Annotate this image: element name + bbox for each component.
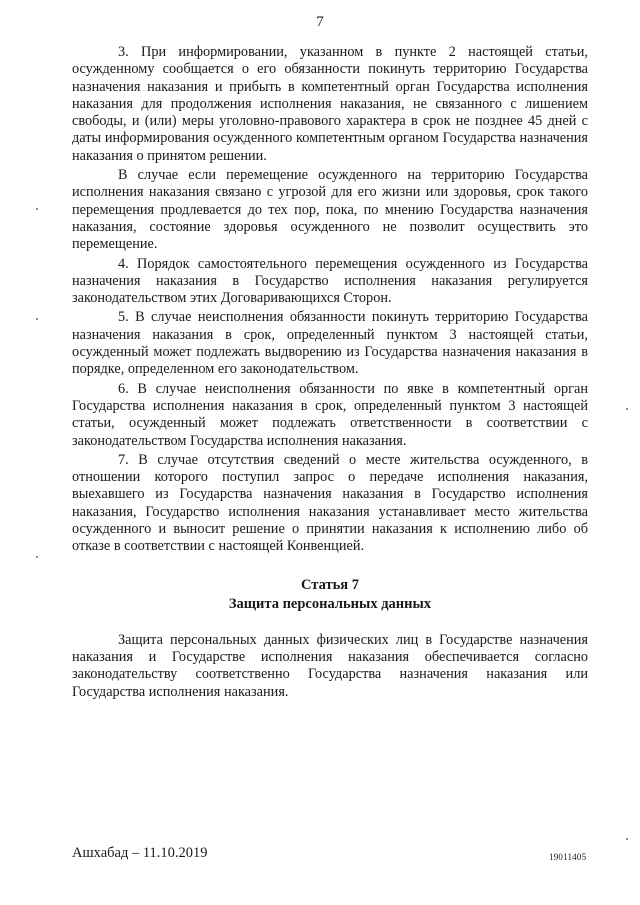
paragraph-clause-6: 6. В случае неисполнения обязанности по явке в компетентный орган Государства исполнения наказания в срок, определенный пунктом 3 настоящей статьи, осужденный может подлежать ответственности в соответствии с законодательством Государства исполнения наказания. xyxy=(72,380,588,449)
scan-speck xyxy=(36,556,38,558)
paragraph-clause-4: 4. Порядок самостоятельного перемещения осужденного из Государства назначения наказания в Государство исполнения наказания регулируется законодательством этих Договаривающихся Сторон. xyxy=(72,255,588,307)
page-number: 7 xyxy=(316,14,324,30)
scan-speck xyxy=(36,208,38,210)
paragraph-clause-3: 3. При информировании, указанном в пункте 2 настоящей статьи, осужденному сообщается о его обязанности покинуть территорию Государства назначения наказания и прибыть в компетентный орган Государства исполнения наказания для продолжения исполнения наказания, не связанного с лишением свободы, и (или) меры уголовно-правового характера в срок не позднее 45 дней с даты информирования осужденного компетентным органом Государства назначения наказания о принятом решении. xyxy=(72,44,588,164)
document-body xyxy=(72,44,588,703)
scan-speck xyxy=(626,408,628,410)
scan-speck xyxy=(626,838,628,840)
scan-speck xyxy=(36,318,38,320)
footer-place-date: Ашхабад – 11.10.2019 xyxy=(72,845,208,861)
article-number: Статья 7 xyxy=(301,576,359,593)
paragraph-clause-7: 7. В случае отсутствия сведений о месте жительства осужденного, в отношении которого поступил запрос о передаче исполнения наказания, выехавшего из Государства назначения наказания в Государство исполнения наказания, Государство исполнения наказания устанавливает место жительства осужденного и выносит решение о принятии наказания к исполнению либо об отказе в соответствии с настоящей Конвенцией. xyxy=(72,451,588,555)
paragraph-clause-5: 5. В случае неисполнения обязанности покинуть территорию Государства назначения наказания в срок, определенный пунктом 3 настоящей статьи, осужденный может подлежать выдворению из Государства назначения наказания в порядке, определенном его законодательством. xyxy=(72,309,588,378)
paragraph-clause-3-continued: В случае если перемещение осужденного на территорию Государства исполнения наказания связано с угрозой для его жизни или здоровья, срок такого перемещения продлевается до тех пор, пока, по мнению Государства назначения наказания, состояние здоровья осужденного не позволит осуществить это перемещение. xyxy=(72,167,588,253)
footer-document-code: 19011405 xyxy=(549,852,587,862)
article-paragraph: Защита персональных данных физических лиц в Государстве назначения наказания и Государстве исполнения наказания обеспечивается согласно законодательству соответственно Государства назначения наказания или Государства исполнения наказания. xyxy=(72,631,588,700)
article-title: Защита персональных данных xyxy=(228,595,432,612)
article-body xyxy=(72,632,588,701)
